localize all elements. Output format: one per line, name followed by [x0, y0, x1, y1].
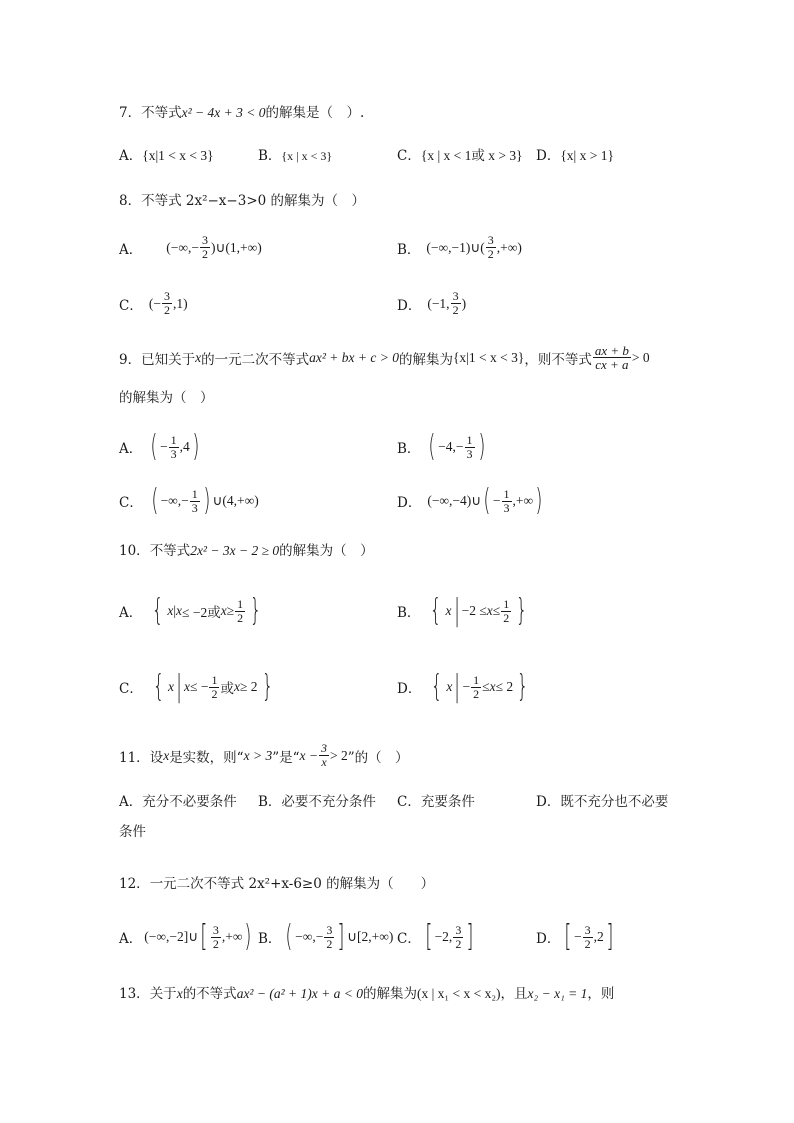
- q12-option-d[interactable]: D． [ − $\frac{3}{2}$ ,2 ]: [536, 919, 614, 954]
- q9-option-d[interactable]: D． (−∞,−4)∪ ( − $\frac{1}{3}$ ,+∞ ): [397, 483, 543, 518]
- q11-option-a[interactable]: A．充分不必要条件: [119, 794, 237, 810]
- q8-option-a[interactable]: A． (−∞,− $\frac{3}{2}$ )∪(1,+∞): [119, 233, 262, 261]
- q10-option-d[interactable]: D． { x | − $\frac{1}{2}$ ≤ x ≤ 2 }: [397, 669, 529, 704]
- q12-option-c[interactable]: C． [ −2, $\frac{3}{2}$ ]: [397, 919, 474, 954]
- q11-option-wrap: 条件: [119, 824, 146, 840]
- q10-option-b[interactable]: B． { x | −2 ≤ x ≤ $\frac{1}{2}$ }: [397, 593, 528, 628]
- question-13-stem: 13．关于x的不等式ax² − (a² + 1)x + a < 0的解集为(x | x₁ < x < x₂)，且x₂ − x₁ = 1，则: [119, 986, 615, 1002]
- q8-option-c[interactable]: C． (− $\frac{3}{2}$ ,1): [119, 289, 188, 317]
- q11-option-b[interactable]: B．必要不充分条件: [258, 794, 376, 810]
- q9-option-c[interactable]: C． ( −∞,− $\frac{1}{3}$ ) ∪(4,+∞): [119, 483, 259, 518]
- q7-option-d[interactable]: D．{x| x > 1}: [536, 148, 614, 164]
- q12-option-b[interactable]: B． ( −∞,− $\frac{3}{2}$ ] ∪[2,+∞): [258, 919, 394, 954]
- q9-option-a[interactable]: A． ( − $\frac{1}{3}$ ,4 ): [119, 429, 200, 464]
- question-7-stem: 7．不等式x² − 4x + 3 < 0的解集是（ ）.: [119, 105, 365, 121]
- q11-option-c[interactable]: C．充要条件: [397, 794, 475, 810]
- q7-option-b[interactable]: B．{x | x < 3}: [258, 148, 333, 164]
- q7-option-a[interactable]: A．{x|1 < x < 3}: [119, 148, 214, 164]
- q10-option-a[interactable]: A． { x | x ≤ −2或 x ≥ $\frac{1}{2}$ }: [119, 593, 262, 628]
- q12-option-a[interactable]: A． (−∞,−2]∪ [ $\frac{3}{2}$ ,+∞ ): [119, 919, 252, 954]
- inequality: x² − 4x + 3 < 0: [181, 105, 266, 120]
- q8-option-b[interactable]: B． (−∞,−1)∪( $\frac{3}{2}$ ,+∞): [397, 233, 522, 261]
- q10-option-c[interactable]: C． { x | x ≤ − $\frac{1}{2}$ 或 x ≥ 2 }: [119, 669, 273, 704]
- question-11-stem: 11． 设 x 是实数，则“ x > 3 ”是“ x − $\frac{3}{x}$ > 2 ”的（ ）: [119, 741, 409, 769]
- q9-option-b[interactable]: B． ( −4,− $\frac{1}{3}$ ): [397, 429, 485, 464]
- question-10-stem: 10．不等式2x² − 3x − 2 ≥ 0的解集为（ ）: [119, 543, 374, 559]
- q7-option-c[interactable]: C．{x | x < 1或 x > 3}: [397, 148, 523, 164]
- question-12-stem: 12．一元二次不等式 2x²+x-6≥0 的解集为（ ）: [119, 876, 435, 892]
- question-8-stem: 8．不等式 2x²−x−3>0 的解集为（ ）: [119, 193, 366, 209]
- question-9-stem-cont: 的解集为（ ）: [119, 390, 214, 406]
- q8-option-d[interactable]: D． (−1, $\frac{3}{2}$ ): [397, 289, 467, 317]
- question-9-stem: 9． 已知关于 x 的一元二次不等式 ax² + bx + c > 0 的解集为 {x|1 < x < 3} ，则不等式 $\frac{ax + b}{cx + a}$ > 0: [119, 343, 650, 372]
- question-number: 7．: [119, 105, 142, 121]
- q11-option-d[interactable]: D．既不充分也不必要: [536, 794, 669, 810]
